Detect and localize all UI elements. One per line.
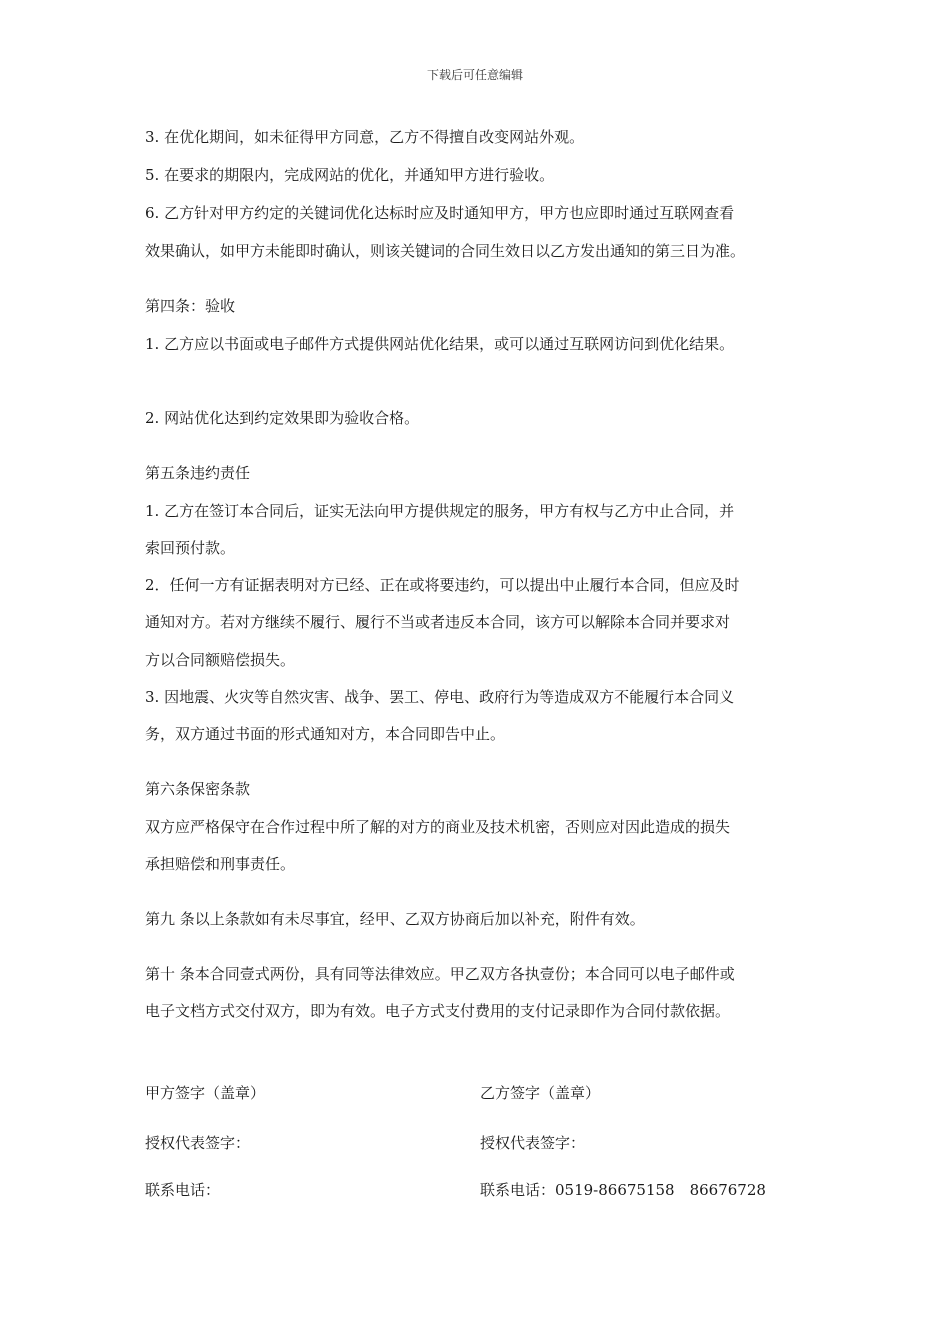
- section-5-title: 第五条违约责任: [145, 464, 251, 482]
- section-5-item-1-line1: 1. 乙方在签订本合同后，证实无法向甲方提供规定的服务，甲方有权与乙方中止合同，并: [145, 502, 735, 520]
- clause-6-item-line1: 6. 乙方针对甲方约定的关键词优化达标时应及时通知甲方，甲方也应即时通过互联网查看: [145, 204, 735, 222]
- section-5-item-2-line1: 2．任何一方有证据表明对方已经、正在或将要违约，可以提出中止履行本合同，但应及时: [145, 576, 740, 594]
- section-4-title: 第四条：验收: [145, 297, 236, 315]
- section-4-item-2: 2. 网站优化达到约定效果即为验收合格。: [145, 409, 420, 427]
- section-5-item-3-line2: 务，双方通过书面的形式通知对方，本合同即告中止。: [145, 725, 506, 743]
- party-a-sign: 甲方签字（盖章）: [145, 1084, 266, 1102]
- section-10-body-line1: 第十 条本合同壹式两份，具有同等法律效应。甲乙双方各执壹份；本合同可以电子邮件或: [145, 965, 735, 983]
- clause-5-item: 5. 在要求的期限内，完成网站的优化，并通知甲方进行验收。: [145, 166, 555, 184]
- section-5-item-3-line1: 3. 因地震、火灾等自然灾害、战争、罢工、停电、政府行为等造成双方不能履行本合同义: [145, 688, 735, 706]
- party-b-phone: 联系电话：0519-86675158 86676728: [480, 1181, 766, 1199]
- header-note: 下载后可任意编辑: [426, 68, 523, 82]
- section-4-item-1: 1. 乙方应以书面或电子邮件方式提供网站优化结果，或可以通过互联网访问到优化结果。: [145, 335, 735, 353]
- section-5-item-2-line3: 方以合同额赔偿损失。: [145, 651, 296, 669]
- clause-3-item: 3. 在优化期间，如未征得甲方同意，乙方不得擅自改变网站外观。: [145, 128, 585, 146]
- section-5-item-1-line2: 索回预付款。: [145, 539, 236, 557]
- party-a-phone: 联系电话：: [145, 1181, 221, 1199]
- section-6-body-line1: 双方应严格保守在合作过程中所了解的对方的商业及技术机密，否则应对因此造成的损失: [145, 818, 731, 836]
- section-5-item-2-line2: 通知对方。若对方继续不履行、履行不当或者违反本合同，该方可以解除本合同并要求对: [145, 613, 731, 631]
- party-a-rep: 授权代表签字：: [145, 1134, 251, 1152]
- section-9-body: 第九 条以上条款如有未尽事宜，经甲、乙双方协商后加以补充，附件有效。: [145, 910, 645, 928]
- clause-6-item-line2: 效果确认，如甲方未能即时确认，则该关键词的合同生效日以乙方发出通知的第三日为准。: [145, 242, 746, 260]
- section-10-body-line2: 电子文档方式交付双方，即为有效。电子方式支付费用的支付记录即作为合同付款依据。: [145, 1002, 731, 1020]
- party-b-sign: 乙方签字（盖章）: [480, 1084, 601, 1102]
- party-b-rep: 授权代表签字：: [480, 1134, 586, 1152]
- section-6-title: 第六条保密条款: [145, 780, 251, 798]
- section-6-body-line2: 承担赔偿和刑事责任。: [145, 855, 296, 873]
